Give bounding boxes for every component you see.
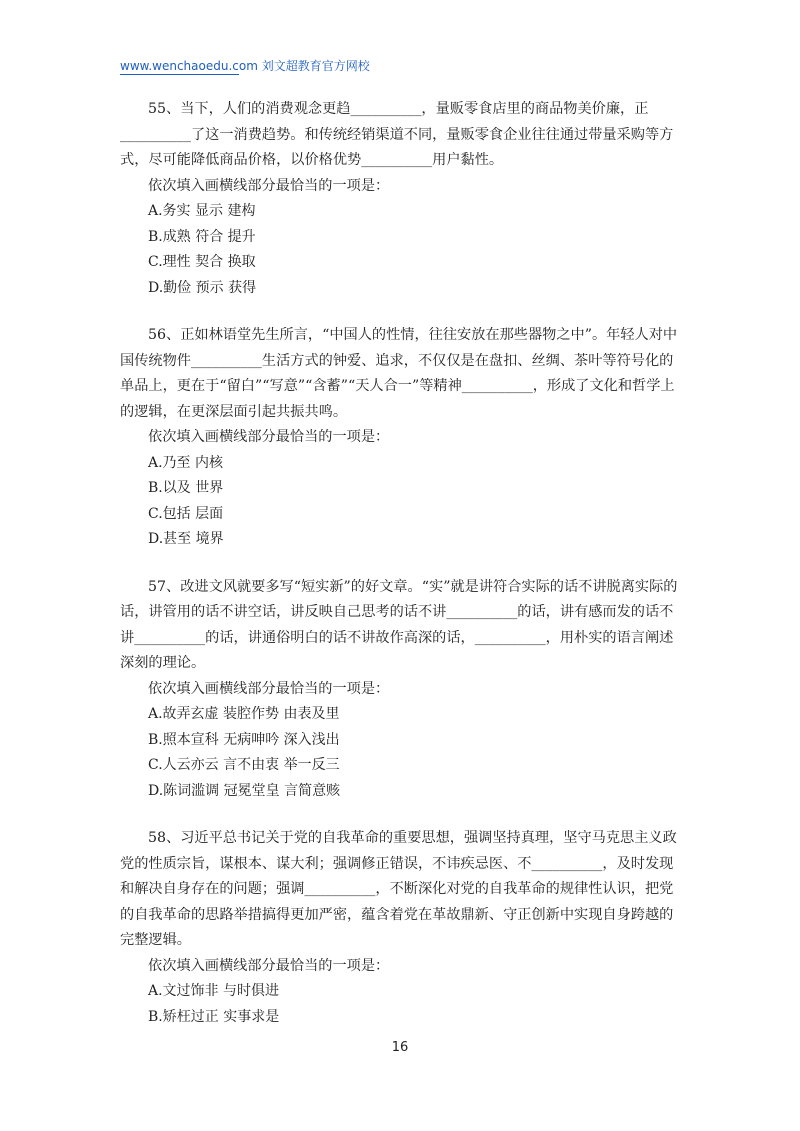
question-stem: 55、当下，人们的消费观念更趋__________，量贩零食店里的商品物美价廉，正__________了这一消费趋势。和传统经销渠道不同，量贩零食企业往往通过带量采购等方式，尽可能降低商品价格，以价格优势__________用户黏性。 (120, 101, 674, 168)
question-prompt: 依次填入画横线部分最恰当的一项是： (148, 429, 390, 445)
question-prompt: 依次填入画横线部分最恰当的一项是： (148, 177, 390, 194)
question-56 (120, 323, 680, 553)
option-b: B.以及 世界 (148, 480, 224, 496)
option-d: D.陈词滥调 冠冕堂皇 言简意赅 (148, 782, 341, 799)
header-school-name: 刘文超教育官方网校 (261, 59, 370, 73)
question-55 (120, 97, 680, 301)
option-b: B.成熟 符合 提升 (148, 228, 256, 245)
option-a: A.故弄玄虚 装腔作势 由表及里 (148, 706, 340, 722)
question-57 (120, 575, 680, 805)
page-number: 16 (391, 1040, 409, 1055)
question-prompt: 依次填入画横线部分最恰当的一项是： (148, 680, 390, 697)
question-stem: 56、正如林语堂先生所言，“中国人的性情，往往安放在那些器物之中”。年轻人对中国传统物件__________生活方式的钟爱、追求，不仅仅是在盘扣、丝绸、茶叶等符号化的单品上，更在于“留白”“写意”“含蓄”“天人合一”等精神__________，形成了文化和哲学上的逻辑，在更深层面引起共振共鸣。 (120, 327, 678, 420)
question-prompt: 依次填入画横线部分最恰当的一项是： (148, 957, 390, 974)
option-d: D.甚至 境界 (148, 531, 224, 547)
option-b: B.照本宣科 无病呻吟 深入浅出 (148, 731, 340, 748)
option-c: C.人云亦云 言不由衷 举一反三 (148, 757, 340, 773)
option-b: B.矫枉过正 实事求是 (148, 1008, 280, 1025)
option-a: A.文过饰非 与时俱进 (148, 983, 280, 999)
header-url-underline (120, 74, 239, 75)
question-stem: 58、习近平总书记关于党的自我革命的重要思想，强调坚持真理，坚守马克思主义政党的性质宗旨，谋根本、谋大利；强调修正错误，不讳疾忌医、不__________，及时发现和解决自身存在的问题；强调__________，不断深化对党的自我革命的规律性认识，把党的自我革命的思路举措搞得更加严密，蕴含着党在革故鼎新、守正创新中实现自身跨越的完整逻辑。 (120, 830, 677, 948)
question-list (120, 97, 680, 1052)
option-a: A.务实 显示 建构 (148, 203, 256, 219)
option-a: A.乃至 内核 (148, 454, 224, 471)
header-url-link[interactable]: www.wenchaoedu.com (120, 59, 258, 73)
question-58 (120, 826, 680, 1030)
option-c: C.包括 层面 (148, 505, 224, 522)
option-d: D.勤俭 预示 获得 (148, 279, 257, 296)
option-c: C.理性 契合 换取 (148, 254, 256, 270)
question-stem: 57、改进文风就要多写“短实新”的好文章。“实”就是讲符合实际的话不讲脱离实际的话，讲管用的话不讲空话，讲反映自己思考的话不讲__________的话，讲有感而发的话不讲__________的话，讲通俗明白的话不讲故作高深的话，__________，用朴实的语言阐述深刻的理论。 (120, 578, 678, 671)
page-header (120, 57, 370, 74)
